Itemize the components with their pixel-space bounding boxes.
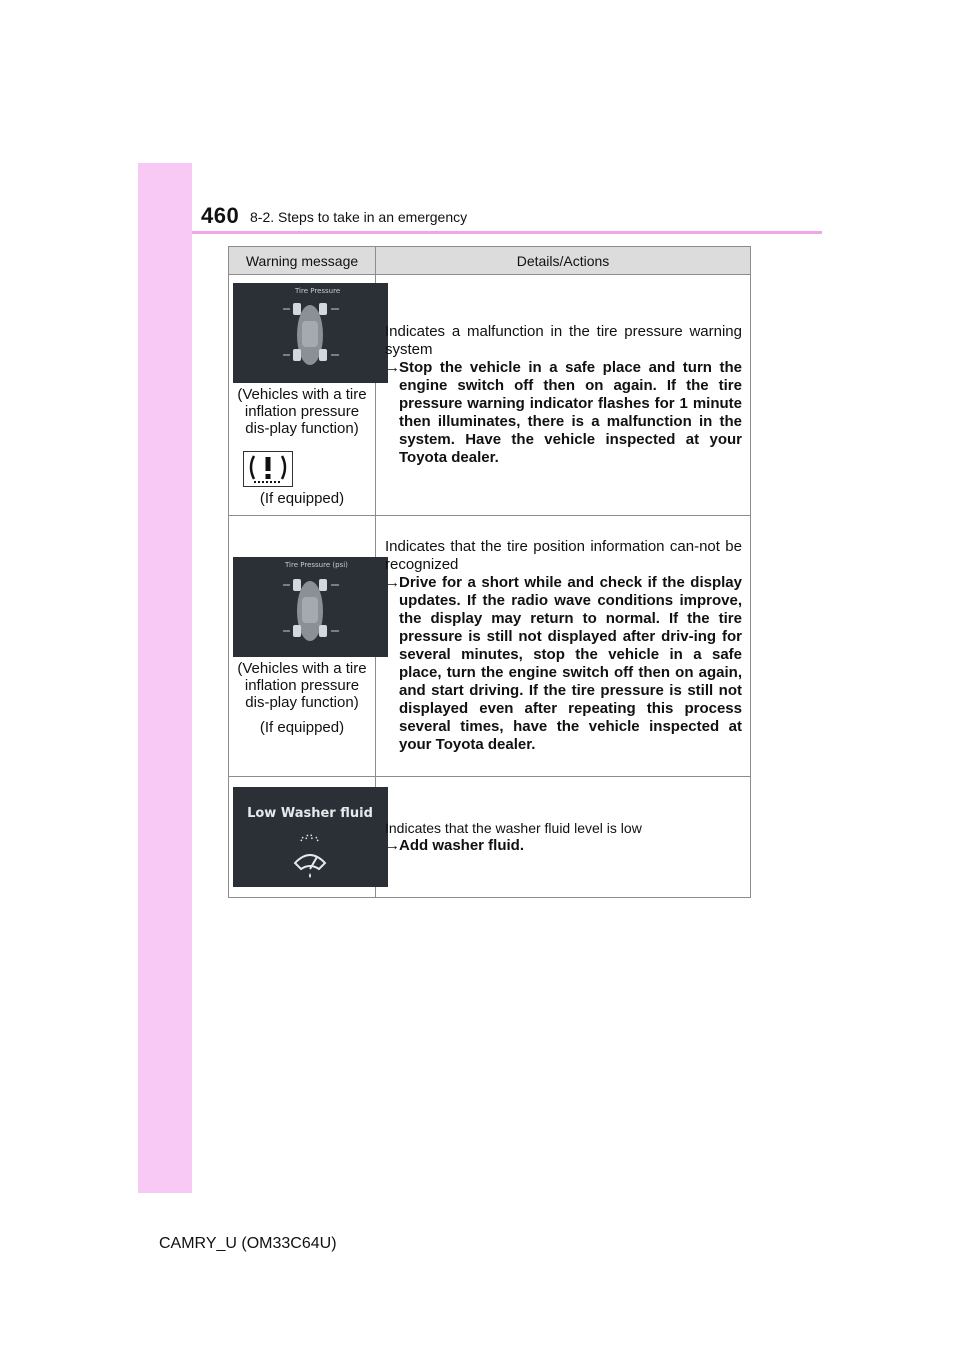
document-code: CAMRY_U (OM33C64U): [159, 1235, 337, 1252]
tire-pressure-display-image: [233, 283, 388, 383]
side-tab: [138, 163, 192, 1193]
warning-message-cell: [229, 516, 376, 777]
action-text: Drive for a short while and check if the display updates. If the radio wave conditions improve, the display may return to normal. If the tire pressure is still not displayed after driv-ing for several minutes, stop the vehicle in a safe place, turn the engine switch off then on again, and start driving. If the tire pressure is still not displayed even after repeating this process several times, have the vehicle inspected at your Toyota dealer.: [399, 574, 742, 753]
arrow-icon: →: [385, 837, 400, 854]
details-cell: [376, 516, 751, 777]
table-row: [229, 777, 751, 898]
table-header-row: [229, 247, 751, 275]
tire-pressure-warning-icon: [243, 451, 293, 487]
image-caption: (If equipped): [259, 718, 345, 736]
action-item: [385, 359, 742, 467]
description-text: Indicates that the tire position information can-not be recognized: [385, 538, 742, 573]
warning-table: [228, 246, 751, 898]
header-rule: [192, 231, 822, 234]
warning-message-cell: [229, 275, 376, 516]
description-text: Indicates that the washer fluid level is low: [385, 820, 642, 836]
image-caption: (If equipped): [259, 490, 345, 507]
action-item: [385, 837, 742, 855]
warning-message-cell: [229, 777, 376, 898]
arrow-icon: →: [385, 574, 400, 591]
column-header: Warning message: [229, 247, 376, 275]
screen-title: Tire Pressure: [295, 287, 341, 295]
image-caption: (Vehicles with a tire inflation pressure dis-play function): [237, 386, 367, 437]
low-washer-fluid-display-image: [233, 787, 388, 887]
table-row: [229, 275, 751, 516]
details-cell: [376, 275, 751, 516]
page-number: 460: [201, 203, 240, 228]
screen-title: Tire Pressure (psi): [285, 560, 348, 569]
details-cell: [376, 777, 751, 898]
screen-title: Low Washer fluid: [247, 806, 373, 821]
action-text: Add washer fluid.: [399, 837, 525, 854]
section-title: 8-2. Steps to take in an emergency: [250, 209, 468, 225]
tire-pressure-psi-display-image: [233, 557, 388, 657]
image-caption: (Vehicles with a tire inflation pressure dis-play function): [237, 659, 367, 711]
description-text: Indicates a malfunction in the tire pressure warning system: [385, 323, 742, 358]
arrow-icon: →: [385, 359, 400, 376]
action-item: [385, 574, 742, 754]
column-header: Details/Actions: [376, 247, 751, 275]
table-row: [229, 516, 751, 777]
action-text: Stop the vehicle in a safe place and turn the engine switch off then on again. If the tire pressure warning indicator flashes for 1 minute then illuminates, there is a malfunction in the system. Have the vehicle inspected at your Toyota dealer.: [399, 359, 742, 466]
